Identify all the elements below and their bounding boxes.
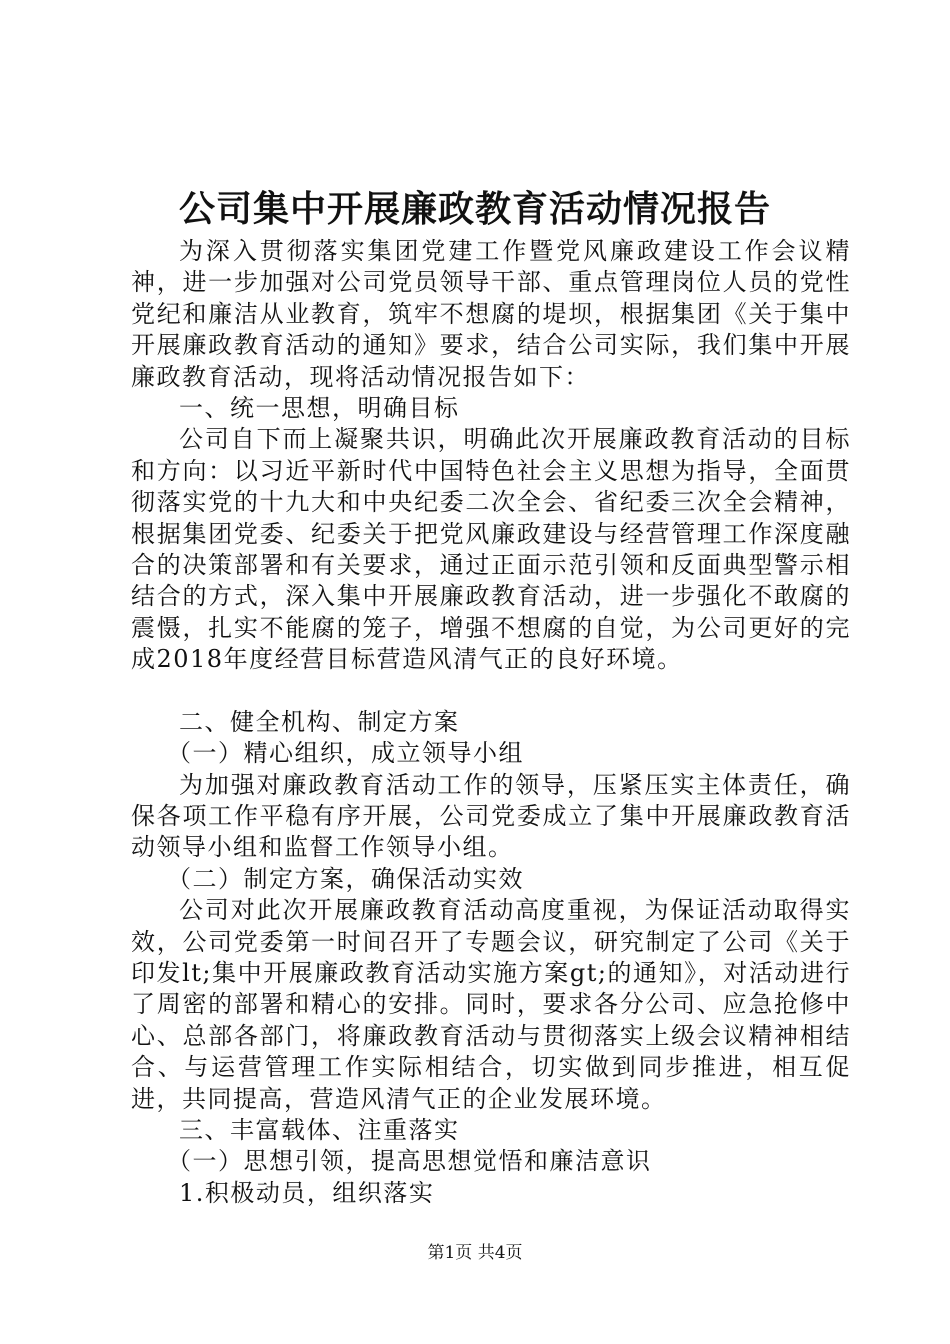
subsection-heading-2-1: （一）精心组织，成立领导小组	[167, 739, 524, 768]
intro-paragraph: 为深入贯彻落实集团党建工作暨党风廉政建设工作会议精神，进一步加强对公司党员领导干部、重点管理岗位人员的党性党纪和廉洁从业教育，筑牢不想腐的堤坝，根据集团《关于集中开展廉政教育活动的通知》要求，结合公司实际，我们集中开展廉政教育活动，现将活动情况报告如下：	[131, 237, 851, 391]
section-heading-2: 二、健全机构、制定方案	[179, 707, 460, 736]
subsection-2-1-paragraph: 为加强对廉政教育活动工作的领导，压紧压实主体责任，确保各项工作平稳有序开展，公司党委成立了集中开展廉政教育活动领导小组和监督工作领导小组。	[131, 770, 851, 862]
subsection-heading-2-2: （二）制定方案，确保活动实效	[167, 864, 524, 893]
document-title: 公司集中开展廉政教育活动情况报告	[178, 188, 771, 230]
section-heading-1: 一、统一思想，明确目标	[179, 394, 460, 423]
section-heading-3: 三、丰富载体、注重落实	[179, 1115, 460, 1144]
document-body	[131, 236, 851, 1209]
paragraph-gap	[131, 676, 851, 707]
section-1-paragraph: 公司自下而上凝聚共识，明确此次开展廉政教育活动的目标和方向：以习近平新时代中国特色社会主义思想为指导，全面贯彻落实党的十九大和中央纪委二次全会、省纪委三次全会精神，根据集团党委、纪委关于把党风廉政建设与经营管理工作深度融合的决策部署和有关要求，通过正面示范引领和反面典型警示相结合的方式，深入集中开展廉政教育活动，进一步强化不敢腐的震慑，扎实不能腐的笼子，增强不想腐的自觉，为公司更好的完成2018年度经营目标营造风清气正的良好环境。	[131, 425, 851, 674]
page-footer: 第1页 共4页	[427, 1243, 523, 1263]
item-heading-3-1-1: 1.积极动员，组织落实	[179, 1178, 435, 1207]
subsection-2-2-paragraph: 公司对此次开展廉政教育活动高度重视，为保证活动取得实效，公司党委第一时间召开了专题会议，研究制定了公司《关于印发lt;集中开展廉政教育活动实施方案gt;的通知》，对活动进行了周密的部署和精心的安排。同时，要求各分公司、应急抢修中心、总部各部门，将廉政教育活动与贯彻落实上级会议精神相结合、与运营管理工作实际相结合，切实做到同步推进，相互促进，共同提高，营造风清气正的企业发展环境。	[131, 896, 851, 1113]
subsection-heading-3-1: （一）思想引领，提高思想觉悟和廉洁意识	[167, 1147, 652, 1176]
